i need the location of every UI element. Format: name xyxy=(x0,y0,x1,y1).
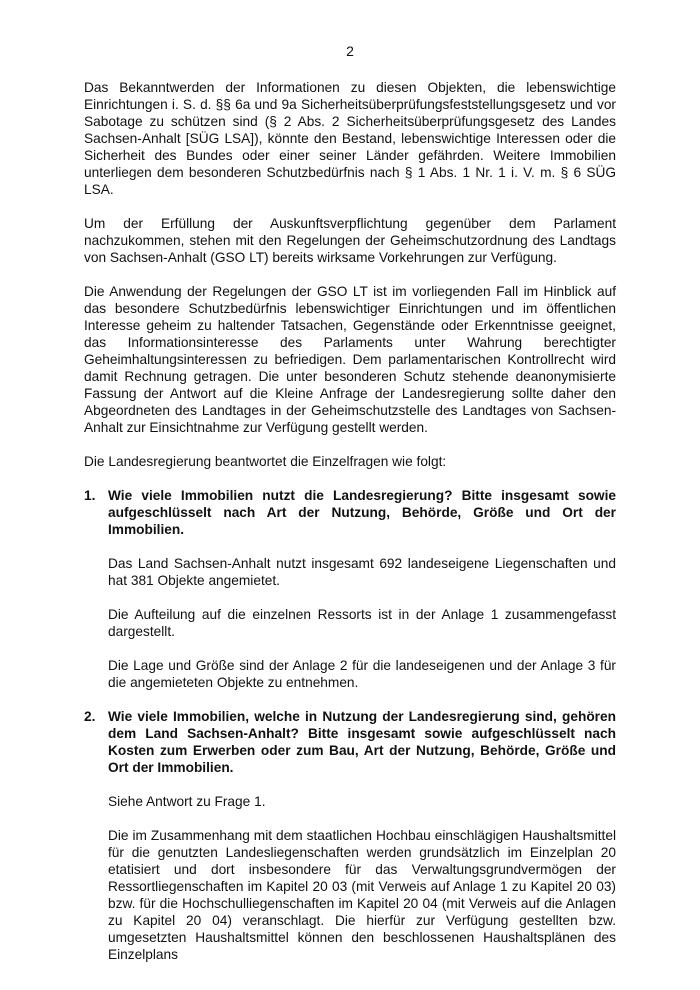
question-number: 1. xyxy=(84,488,96,503)
question-number: 2. xyxy=(84,709,96,724)
question-title: Wie viele Immobilien, welche in Nutzung der Landesregierung sind, gehören dem Land Sachsen-Anhalt? Bitte insgesamt sowie aufgeschlüsselt nach Kosten zum Erwerben oder zum Bau, Art der Nutzung, Behörde, Größe und Ort der Immobilien. xyxy=(108,709,616,775)
question-1 xyxy=(84,487,616,708)
answer-paragraph: Siehe Antwort zu Frage 1. xyxy=(108,794,266,809)
paragraph-intro-answers: Die Landesregierung beantwortet die Einzelfragen wie folgt: xyxy=(84,454,447,469)
answer-paragraph: Die Lage und Größe sind der Anlage 2 für die landeseigenen und der Anlage 3 für die angemieteten Objekte zu entnehmen. xyxy=(108,658,616,690)
paragraph-gso-application: Die Anwendung der Regelungen der GSO LT ist im vorliegenden Fall im Hinblick auf das besondere Schutzbedürfnis lebenswichtiger Einrichtungen und im öffentlichen Interesse geheim zu haltender Tatsachen, Gegenstände oder Erkenntnisse geeignet, das Informationsinteresse des Parlaments unter Wahrung berechtigter Geheimhaltungsinteressen zu befriedigen. Dem parlamentarischen Kontrollrecht wird damit Rechnung getragen. Die unter besonderen Schutz stehende deanonymisierte Fassung der Antwort auf die Kleine Anfrage der Landesregierung sollte daher den Abgeordneten des Landtages in der Geheimschutzstelle des Landtages von Sachsen-Anhalt zur Einsichtnahme zur Verfügung gestellt werden. xyxy=(84,284,616,435)
question-2 xyxy=(84,708,616,980)
document-body xyxy=(84,79,616,980)
answer-paragraph: Das Land Sachsen-Anhalt nutzt insgesamt 692 landeseigene Liegenschaften und hat 381 Objekte angemietet. xyxy=(108,556,616,588)
answer-paragraph: Die im Zusammenhang mit dem staatlichen Hochbau einschlägigen Haushaltsmittel für die genutzten Landesliegenschaften werden grundsätzlich im Einzelplan 20 etatisiert und dort insbesondere für das Verwaltungsgrundvermögen der Ressortliegenschaften im Kapitel 20 03 (mit Verweis auf Anlage 1 zu Kapitel 20 03) bzw. für die Hochschulliegenschaften im Kapitel 20 04 (mit Verweis auf die Anlagen zu Kapitel 20 04) veranschlagt. Die hierfür zur Verfügung gestellten bzw. umgesetzten Haushaltsmittel können den beschlossenen Haushaltsplänen des Einzelplans xyxy=(108,828,616,962)
paragraph-disclosure-obligation: Um der Erfüllung der Auskunftsverpflichtung gegenüber dem Parlament nachzukommen, stehen mit den Regelungen der Geheimschutzordnung des Landtags von Sachsen-Anhalt (GSO LT) bereits wirksame Vorkehrungen zur Verfügung. xyxy=(84,216,616,265)
paragraph-security-info: Das Bekanntwerden der Informationen zu diesen Objekten, die lebenswichtige Einrichtungen i. S. d. §§ 6a und 9a Sicherheitsüberprüfungsfeststellungsgesetz und vor Sabotage zu schützen sind (§ 2 Abs. 2 Sicherheitsüberprüfungsgesetz des Landes Sachsen-Anhalt [SÜG LSA]), könnte den Bestand, lebenswichtige Interessen oder die Sicherheit des Bundes oder einer seiner Länder gefährden. Weitere Immobilien unterliegen dem besonderen Schutzbedürfnis nach § 1 Abs. 1 Nr. 1 i. V. m. § 6 SÜG LSA. xyxy=(84,80,616,197)
question-title: Wie viele Immobilien nutzt die Landesregierung? Bitte insgesamt sowie aufgeschlüsselt nach Art der Nutzung, Behörde, Größe und Ort der Immobilien. xyxy=(108,488,616,537)
answer-paragraph: Die Aufteilung auf die einzelnen Ressorts ist in der Anlage 1 zusammengefasst dargestellt. xyxy=(108,607,616,639)
page-number: 2 xyxy=(346,43,354,59)
